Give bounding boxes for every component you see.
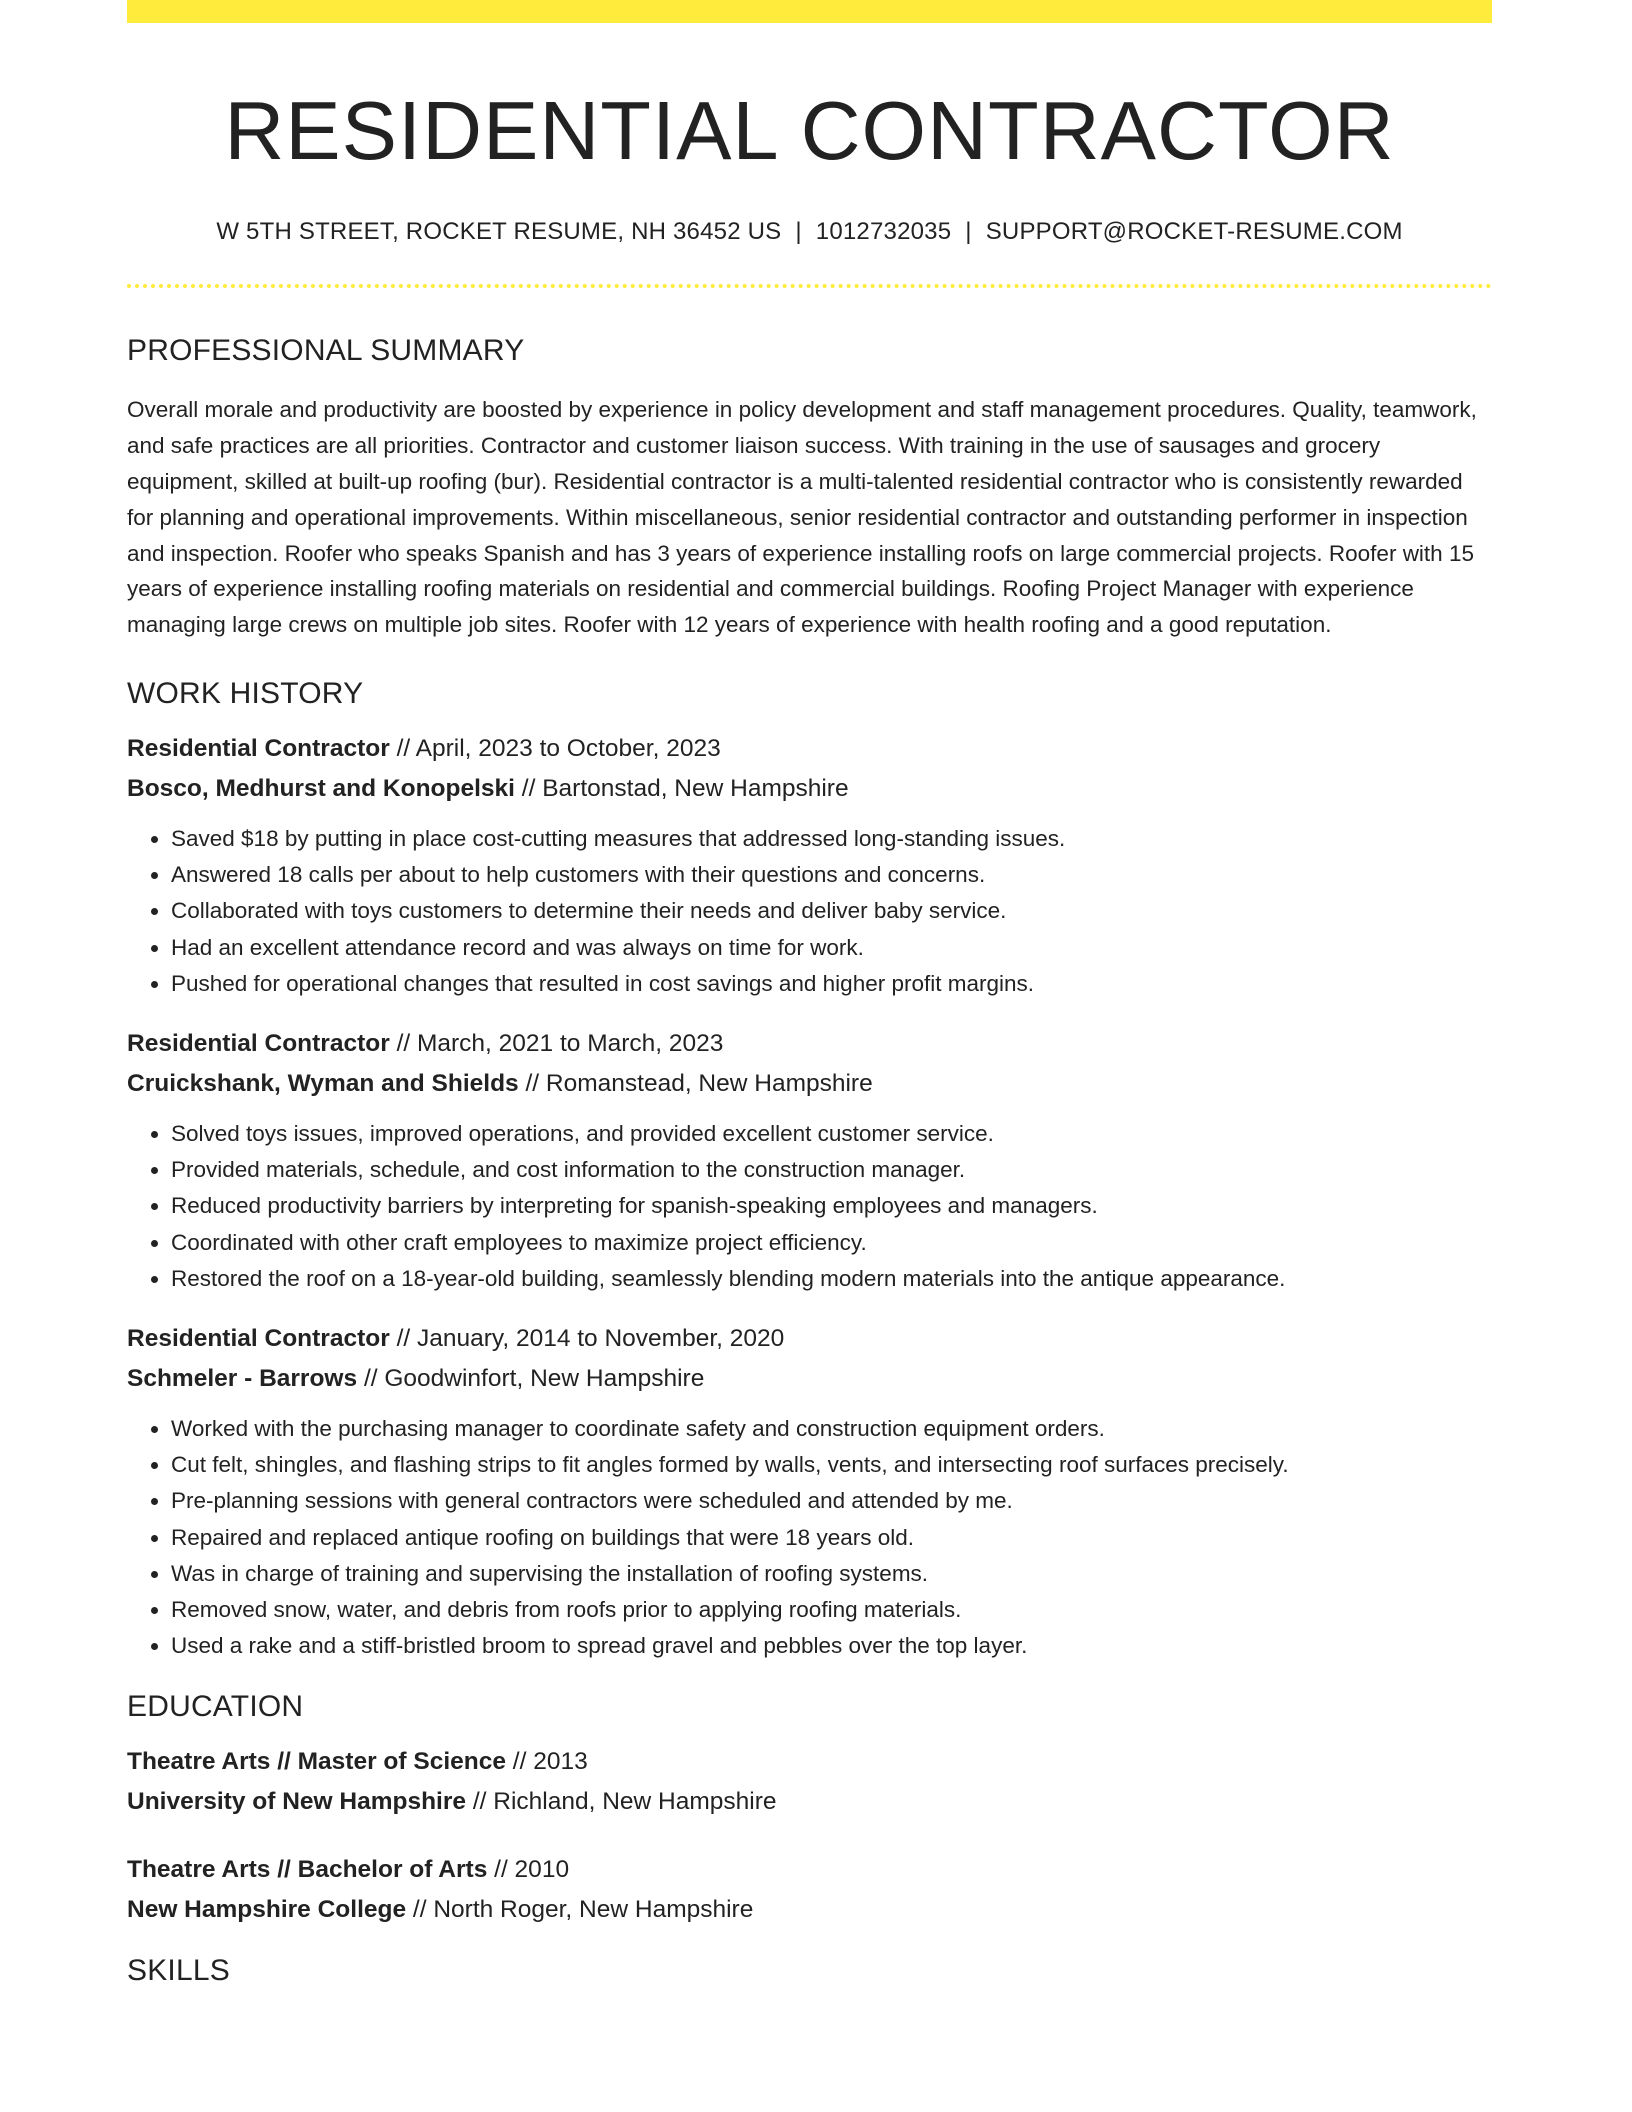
job-bullets: [127, 1116, 1492, 1297]
bullet-item: • Removed snow, water, and debris from roofs prior to applying roofing materials.: [171, 1592, 1492, 1628]
job-company-line: [127, 1064, 1492, 1104]
accent-bar: [127, 0, 1492, 23]
education-location: // Richland, New Hampshire: [472, 1788, 777, 1816]
education-degree: Theatre Arts // Master of Science: [127, 1748, 506, 1776]
job-company-line: [127, 769, 1492, 809]
bullet-item: • Used a rake and a stiff-bristled broom to spread gravel and pebbles over the top layer.: [171, 1628, 1492, 1664]
education-year: // 2013: [512, 1748, 588, 1776]
job-company: Bosco, Medhurst and Konopelski: [127, 775, 515, 803]
bullet-item: • Worked with the purchasing manager to coordinate safety and construction equipment orders.: [171, 1411, 1492, 1447]
bullet-item: • Provided materials, schedule, and cost information to the construction manager.: [171, 1152, 1492, 1188]
dotted-divider: [127, 284, 1492, 288]
education-school-line: [127, 1782, 1492, 1822]
contact-separator: |: [965, 218, 972, 246]
bullet-item: • Pre-planning sessions with general contractors were scheduled and attended by me.: [171, 1483, 1492, 1519]
section-title-education: EDUCATION: [127, 1690, 304, 1724]
bullet-item: • Cut felt, shingles, and flashing strips to fit angles formed by walls, vents, and intersecting roof surfaces precisely.: [171, 1447, 1492, 1483]
bullet-item: • Was in charge of training and supervising the installation of roofing systems.: [171, 1556, 1492, 1592]
job-role: Residential Contractor: [127, 735, 390, 763]
job-entry: [127, 1319, 1492, 1664]
education-location: // North Roger, New Hampshire: [412, 1896, 754, 1924]
candidate-title: RESIDENTIAL CONTRACTOR: [224, 84, 1395, 177]
summary-text: Overall morale and productivity are boosted by experience in policy development and staff management procedures. Quality, teamwork, and safe practices are all priorities. Contractor and customer liaison success. With training in the use of sausages and grocery equipment, skilled at built-up roofing (bur). Residential contractor is a multi-talented residential contractor who is consistently rewarded for planning and operational improvements. Within miscellaneous, senior residential contractor and outstanding performer in inspection and inspection. Roofer who speaks Spanish and has 3 years of experience installing roofs on large commercial projects. Roofer with 15 years of experience installing roofing materials on residential and commercial buildings. Roofing Project Manager with experience managing large crews on multiple job sites. Roofer with 12 years of experience with health roofing and a good reputation.: [127, 397, 1477, 638]
job-role-line: [127, 729, 1492, 769]
education-degree: Theatre Arts // Bachelor of Arts: [127, 1856, 488, 1884]
education-entry: [127, 1850, 1492, 1930]
contact-separator: |: [795, 218, 802, 246]
contact-address: W 5TH STREET, ROCKET RESUME, NH 36452 US: [216, 218, 782, 246]
bullet-item: • Solved toys issues, improved operations, and provided excellent customer service.: [171, 1116, 1492, 1152]
bullet-item: • Reduced productivity barriers by interpreting for spanish-speaking employees and managers.: [171, 1188, 1492, 1224]
bullet-item: • Saved $18 by putting in place cost-cutting measures that addressed long-standing issues.: [171, 821, 1492, 857]
job-location: // Romanstead, New Hampshire: [525, 1070, 873, 1098]
job-dates: // April, 2023 to October, 2023: [396, 735, 721, 763]
job-company: Schmeler - Barrows: [127, 1365, 358, 1393]
job-bullets: [127, 1411, 1492, 1664]
contact-email: SUPPORT@ROCKET-RESUME.COM: [985, 218, 1403, 246]
contact-phone: 1012732035: [815, 218, 952, 246]
education-entry: [127, 1742, 1492, 1822]
bullet-item: • Collaborated with toys customers to determine their needs and deliver baby service.: [171, 893, 1492, 929]
job-company-line: [127, 1359, 1492, 1399]
bullet-item: • Answered 18 calls per about to help customers with their questions and concerns.: [171, 857, 1492, 893]
job-role: Residential Contractor: [127, 1325, 390, 1353]
bullet-item: • Restored the roof on a 18-year-old building, seamlessly blending modern materials into the antique appearance.: [171, 1261, 1492, 1297]
job-role: Residential Contractor: [127, 1030, 390, 1058]
job-location: // Bartonstad, New Hampshire: [521, 775, 849, 803]
resume-page: [127, 0, 1492, 1988]
contact-line: [127, 218, 1492, 246]
education-school-line: [127, 1890, 1492, 1930]
education-school: University of New Hampshire: [127, 1788, 467, 1816]
education-degree-line: [127, 1850, 1492, 1890]
job-company: Cruickshank, Wyman and Shields: [127, 1070, 519, 1098]
section-title-summary: PROFESSIONAL SUMMARY: [127, 334, 525, 368]
bullet-item: • Pushed for operational changes that resulted in cost savings and higher profit margins.: [171, 966, 1492, 1002]
job-entry: [127, 729, 1492, 1002]
job-role-line: [127, 1319, 1492, 1359]
job-dates: // March, 2021 to March, 2023: [396, 1030, 724, 1058]
job-location: // Goodwinfort, New Hampshire: [363, 1365, 705, 1393]
bullet-item: • Repaired and replaced antique roofing on buildings that were 18 years old.: [171, 1520, 1492, 1556]
section-title-work-history: WORK HISTORY: [127, 677, 364, 711]
job-role-line: [127, 1024, 1492, 1064]
job-bullets: [127, 821, 1492, 1002]
job-entry: [127, 1024, 1492, 1297]
bullet-item: • Had an excellent attendance record and was always on time for work.: [171, 930, 1492, 966]
job-dates: // January, 2014 to November, 2020: [396, 1325, 785, 1353]
education-school: New Hampshire College: [127, 1896, 407, 1924]
education-year: // 2010: [494, 1856, 570, 1884]
bullet-item: • Coordinated with other craft employees to maximize project efficiency.: [171, 1225, 1492, 1261]
section-title-skills: SKILLS: [127, 1954, 230, 1988]
education-degree-line: [127, 1742, 1492, 1782]
